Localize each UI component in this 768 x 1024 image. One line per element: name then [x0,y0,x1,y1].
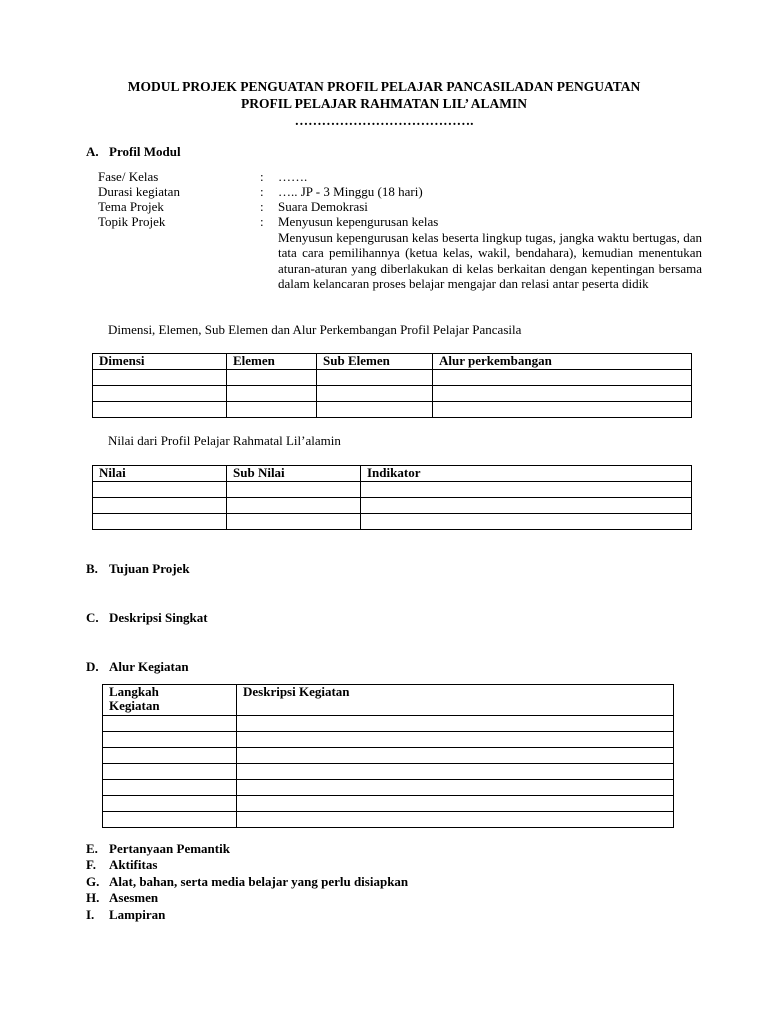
section-f-heading: Aktifitas [109,857,158,872]
title-line-3: …………………………………. [294,113,474,128]
table-row [103,764,674,780]
field-colon: : [260,169,264,184]
field-label-fase: Fase/ Kelas [98,169,159,184]
table-cell[interactable] [93,498,227,514]
table-header-cell: Sub Elemen [317,354,433,370]
table-cell[interactable] [237,780,674,796]
table-header-cell: Elemen [227,354,317,370]
table-cell[interactable] [237,796,674,812]
table-cell[interactable] [103,812,237,828]
field-label-topik: Topik Projek [98,214,166,229]
table-header-cell: Indikator [361,466,692,482]
table-cell[interactable] [237,716,674,732]
table-cell[interactable] [227,514,361,530]
table-row [93,402,692,418]
table-cell[interactable] [237,764,674,780]
table-cell[interactable] [93,370,227,386]
table-cell[interactable] [103,732,237,748]
section-i-heading: Lampiran [109,907,166,922]
section-c-heading: Deskripsi Singkat [109,610,208,625]
table-header-cell: Nilai [93,466,227,482]
table-row [93,498,692,514]
section-g-heading: Alat, bahan, serta media belajar yang perlu disiapkan [109,874,409,889]
table-row [93,514,692,530]
table-cell[interactable] [93,402,227,418]
table-cell[interactable] [361,482,692,498]
field-value-topik: Menyusun kepengurusan kelas [278,214,439,229]
title-line-2: PROFIL PELAJAR RAHMATAN LIL’ ALAMIN [240,96,528,111]
table-header-cell: Alur perkembangan [433,354,692,370]
table-row [103,812,674,828]
table-row [103,780,674,796]
table-row [103,748,674,764]
table-cell[interactable] [103,780,237,796]
table-cell[interactable] [317,402,433,418]
table-cell[interactable] [93,482,227,498]
section-b-heading: Tujuan Projek [109,561,190,576]
title-line-1: MODUL PROJEK PENGUATAN PROFIL PELAJAR PANCASILADAN PENGUATAN [127,79,641,94]
table-cell[interactable] [227,386,317,402]
table-row [103,716,674,732]
field-label-tema: Tema Projek [98,199,164,214]
section-h-letter: H. [86,890,100,905]
table-header-cell [103,685,237,716]
section-i-letter: I. [86,907,95,922]
values-intro: Nilai dari Profil Pelajar Rahmatal Lil’alamin [108,433,341,448]
table-cell[interactable] [103,796,237,812]
table-cell[interactable] [103,716,237,732]
table-cell[interactable] [227,370,317,386]
table-header-row [103,685,674,716]
section-d-letter: D. [86,659,99,674]
table-cell[interactable] [227,482,361,498]
table-header-row [93,466,692,482]
table-row [93,370,692,386]
table-header-cell: Dimensi [93,354,227,370]
header-kegiatan: Kegiatan [109,698,160,713]
dimension-intro: Dimensi, Elemen, Sub Elemen dan Alur Perkembangan Profil Pelajar Pancasila [108,322,522,337]
table-cell[interactable] [237,732,674,748]
table-cell[interactable] [237,748,674,764]
values-table [92,465,692,530]
table-cell[interactable] [433,386,692,402]
table-row [93,386,692,402]
table-header-cell: Sub Nilai [227,466,361,482]
table-cell[interactable] [227,402,317,418]
table-cell[interactable] [361,514,692,530]
field-value-durasi: ….. JP - 3 Minggu (18 hari) [278,184,423,199]
table-cell[interactable] [103,764,237,780]
table-cell[interactable] [433,370,692,386]
document-title [60,78,708,129]
field-colon: : [260,199,264,214]
table-row [103,732,674,748]
table-cell[interactable] [317,386,433,402]
section-a-heading: Profil Modul [109,144,181,159]
section-b-letter: B. [86,561,98,576]
dimension-table [92,353,692,418]
section-e-heading: Pertanyaan Pemantik [109,841,230,856]
header-langkah: Langkah [109,684,159,699]
field-value-tema: Suara Demokrasi [278,199,368,214]
table-cell[interactable] [227,498,361,514]
field-colon: : [260,214,264,229]
section-c-letter: C. [86,610,99,625]
table-cell[interactable] [317,370,433,386]
section-d-heading: Alur Kegiatan [109,659,189,674]
field-colon: : [260,184,264,199]
table-cell[interactable] [93,386,227,402]
table-header-cell: Deskripsi Kegiatan [237,685,674,716]
table-row [93,482,692,498]
section-e-letter: E. [86,841,98,856]
table-cell[interactable] [361,498,692,514]
topic-description: Menyusun kepengurusan kelas beserta lingkup tugas, jangka waktu bertugas, dan tata cara pemilihannya (ketua kelas, wakil, bendahara), kemudian menentukan aturan-aturan yang diberlakukan di kelas berkaitan dengan kepentingan bersama dalam kelancaran proses belajar mengajar dan relasi antar peserta didik [278,230,702,291]
section-a-letter: A. [86,144,99,159]
section-g-letter: G. [86,874,100,889]
table-row [103,796,674,812]
table-cell[interactable] [93,514,227,530]
table-cell[interactable] [103,748,237,764]
activity-flow-table [102,684,674,828]
table-cell[interactable] [433,402,692,418]
table-cell[interactable] [237,812,674,828]
section-f-letter: F. [86,857,96,872]
section-h-heading: Asesmen [109,890,159,905]
field-value-fase: ……. [278,169,308,184]
field-label-durasi: Durasi kegiatan [98,184,180,199]
table-header-row [93,354,692,370]
